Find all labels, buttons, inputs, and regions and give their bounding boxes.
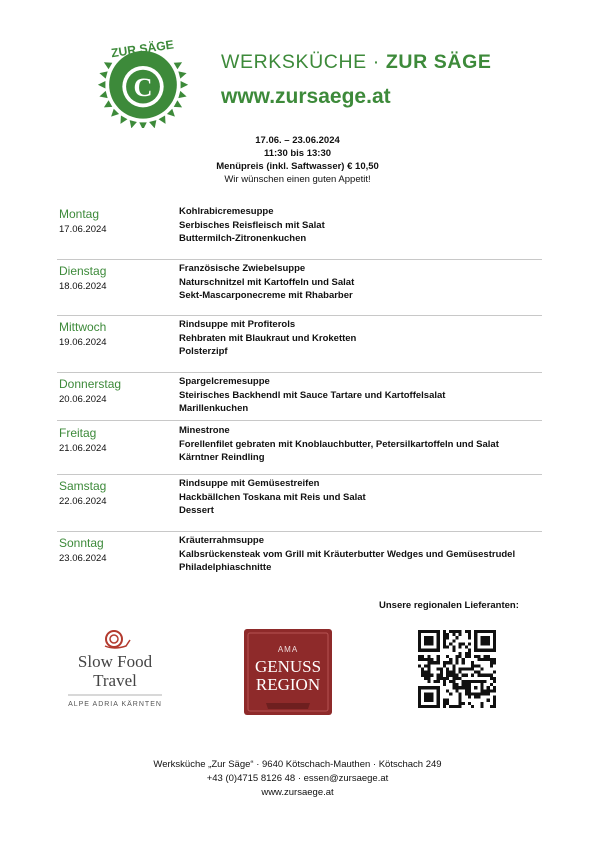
slowfood-line2: Travel [93, 671, 137, 690]
dish-dessert: Dessert [179, 505, 214, 516]
saw-tooth [128, 120, 137, 128]
ama-line1: GENUSS [254, 657, 322, 676]
dish-main: Naturschnitzel mit Kartoffeln und Salat [179, 276, 355, 288]
dish-dessert: Philadelphiaschnitte [179, 562, 272, 573]
zur-saege-logo [96, 34, 190, 128]
serving-time: 11:30 bis 13:30 [263, 148, 332, 159]
slowfood-line1: Slow Food [77, 652, 153, 671]
dish-soup: Kohlrabicremesuppe [179, 206, 274, 217]
dish-list [179, 205, 325, 246]
brand-name: ZUR SÄGE [385, 51, 492, 73]
saw-tooth [181, 81, 189, 89]
saw-tooth [98, 81, 106, 89]
saw-tooth [102, 100, 112, 110]
slow-food-travel-logo [64, 626, 166, 714]
date-range: 17.06. – 23.06.2024 [255, 135, 340, 146]
row-divider [57, 315, 542, 316]
dish-soup: Rindsuppe mit Gemüsestreifen [179, 478, 320, 489]
dish-soup: Minestrone [179, 425, 230, 436]
saw-tooth [98, 69, 107, 78]
day-name: Mittwoch [59, 320, 107, 334]
dish-list [179, 424, 499, 465]
dish-main: Kalbsrückensteak vom Grill mit Kräuterbutter Wedges und Gemüsestrudel [179, 548, 516, 560]
row-divider [57, 259, 542, 260]
brand-website: www.zursaege.at [221, 85, 391, 108]
day-date: 18.06.2024 [59, 281, 107, 292]
day-date: 20.06.2024 [59, 394, 107, 405]
dish-main: Hackbällchen Toskana mit Reis und Salat [179, 491, 366, 503]
day-name: Montag [59, 207, 100, 221]
dish-main: Forellenfilet gebraten mit Knoblauchbutter, Petersilkartoffeln und Salat [179, 438, 499, 450]
saw-tooth [117, 115, 127, 125]
footer-website: www.zursaege.at [261, 787, 334, 798]
day-name: Dienstag [59, 264, 107, 278]
footer [0, 758, 595, 800]
dish-list [179, 375, 445, 416]
dish-main: Rehbraten mit Blaukraut und Kroketten [179, 332, 357, 344]
menu-info [0, 134, 595, 186]
greeting: Wir wünschen einen guten Appetit! [224, 174, 371, 185]
dish-soup: Französische Zwiebelsuppe [179, 263, 306, 274]
day-name: Freitag [59, 426, 97, 440]
brand-prefix: WERKSKÜCHE · [221, 51, 386, 73]
saw-tooth [159, 115, 169, 125]
saw-tooth [174, 100, 184, 110]
dish-main: Serbisches Reisfleisch mit Salat [179, 219, 325, 231]
saw-tooth [139, 122, 147, 128]
dish-dessert: Kärntner Reindling [179, 452, 265, 463]
dish-dessert: Marillenkuchen [179, 403, 249, 414]
suppliers-title: Unsere regionalen Lieferanten: [379, 600, 519, 611]
brand-title [221, 51, 491, 74]
logo-text: ZUR SÄGE [110, 37, 175, 61]
row-divider [57, 531, 542, 532]
dish-soup: Kräuterrahmsuppe [179, 535, 264, 546]
day-name: Donnerstag [59, 377, 122, 391]
row-divider [57, 474, 542, 475]
dish-soup: Rindsuppe mit Profiterols [179, 319, 296, 330]
dish-main: Steirisches Backhendl mit Sauce Tartare und Kartoffelsalat [179, 389, 446, 401]
footer-address: Werksküche „Zur Säge“ · 9640 Kötschach-Mauthen · Kötschach 249 [153, 759, 442, 770]
dish-list [179, 318, 356, 359]
dish-dessert: Sekt-Mascarponecreme mit Rhabarber [179, 290, 353, 301]
saw-tooth [108, 109, 119, 120]
row-divider [57, 420, 542, 421]
day-date: 23.06.2024 [59, 553, 107, 564]
footer-contact: +43 (0)4715 8126 48 · essen@zursaege.at [206, 773, 389, 784]
ama-line2: REGION [255, 675, 321, 694]
saw-tooth [98, 91, 107, 100]
dish-soup: Spargelcremesuppe [179, 376, 270, 387]
menu-price: Menüpreis (inkl. Saftwasser) € 10,50 [216, 161, 379, 172]
slowfood-sub: ALPE ADRIA KÄRNTEN [68, 701, 162, 708]
saw-tooth [178, 91, 187, 100]
day-name: Samstag [59, 479, 107, 493]
saw-tooth [178, 69, 187, 78]
saw-tooth [167, 109, 178, 120]
dish-list [179, 477, 366, 518]
day-date: 21.06.2024 [59, 443, 107, 454]
saw-tooth [102, 59, 112, 69]
dish-dessert: Buttermilch-Zitronenkuchen [179, 233, 307, 244]
saw-tooth [149, 120, 158, 128]
dish-dessert: Polsterzipf [179, 346, 228, 357]
qr-code[interactable] [418, 630, 496, 708]
ama-genuss-region-logo [244, 629, 332, 715]
dish-list [179, 262, 354, 303]
day-date: 19.06.2024 [59, 337, 107, 348]
snail-icon [105, 631, 130, 648]
saw-tooth [174, 59, 184, 69]
row-divider [57, 372, 542, 373]
day-date: 17.06.2024 [59, 224, 107, 235]
ama-top: AMA [277, 645, 299, 654]
day-name: Sonntag [59, 536, 104, 550]
dish-list [179, 534, 515, 575]
svg-text:C: C [133, 73, 153, 103]
day-date: 22.06.2024 [59, 496, 107, 507]
